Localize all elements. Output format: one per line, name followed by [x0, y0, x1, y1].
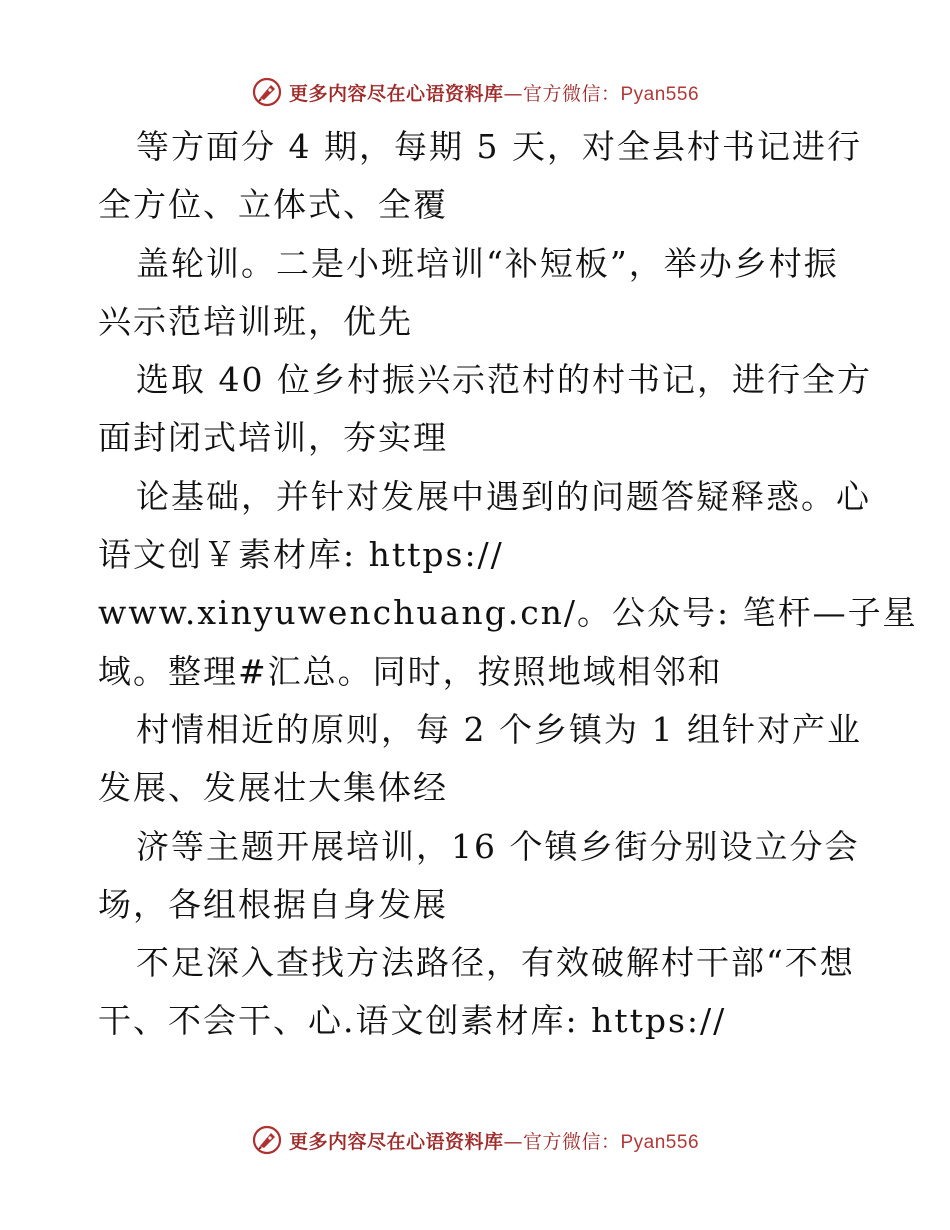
body-line: 选取 40 位乡村振兴示范村的村书记，进行全方 [136, 360, 872, 400]
body-line: 等方面分 4 期，每期 5 天，对全县村书记进行 [136, 127, 862, 166]
body-line: 域。整理#汇总。同时，按照地域相邻和 [98, 651, 723, 691]
body-line: 兴示范培训班，优先 [98, 301, 413, 341]
pen-nib-logo-icon [251, 1124, 283, 1156]
body-line: 济等主题开展培训，16 个镇乡街分别设立分会 [136, 826, 860, 866]
header-official: 官方微信： [522, 82, 621, 105]
body-line: 论基础，并针对发展中遇到的问题答疑释惑。心 [136, 476, 871, 516]
footer-watermark [0, 1120, 950, 1160]
header-watermark-text [289, 79, 699, 106]
header-wechat-id: Pyan556 [620, 83, 700, 105]
document-body [98, 118, 918, 1051]
body-line: 村情相近的原则，每 2 个乡镇为 1 组针对产业 [136, 709, 862, 749]
body-line: 盖轮训。二是小班培训“补短板”，举办乡村振 [136, 243, 839, 283]
footer-official: 官方微信： [522, 1130, 621, 1153]
header-watermark [0, 72, 950, 112]
body-line: www.xinyuwenchuang.cn/。公众号: 笔杆—子星 [98, 593, 918, 633]
pen-nib-logo-icon [251, 76, 283, 108]
footer-watermark-text [289, 1127, 699, 1154]
footer-wechat-id: Pyan556 [620, 1131, 700, 1153]
body-line: 干、不会干、心.语文创素材库: https:// [98, 1001, 727, 1041]
body-line: 面封闭式培训，夯实理 [98, 418, 448, 458]
header-dash: — [503, 82, 523, 105]
body-line: 场，各组根据自身发展 [98, 884, 448, 924]
header-brand: 更多内容尽在心语资料库 [288, 82, 504, 105]
body-line: 全方位、立体式、全覆 [98, 185, 448, 225]
body-line: 不足深入查找方法路径，有效破解村干部“不想 [136, 943, 855, 983]
body-line: 发展、发展壮大集体经 [98, 768, 448, 808]
footer-dash: — [503, 1130, 523, 1153]
footer-brand: 更多内容尽在心语资料库 [288, 1130, 504, 1153]
body-line: 语文创￥素材库: https:// [98, 535, 504, 575]
